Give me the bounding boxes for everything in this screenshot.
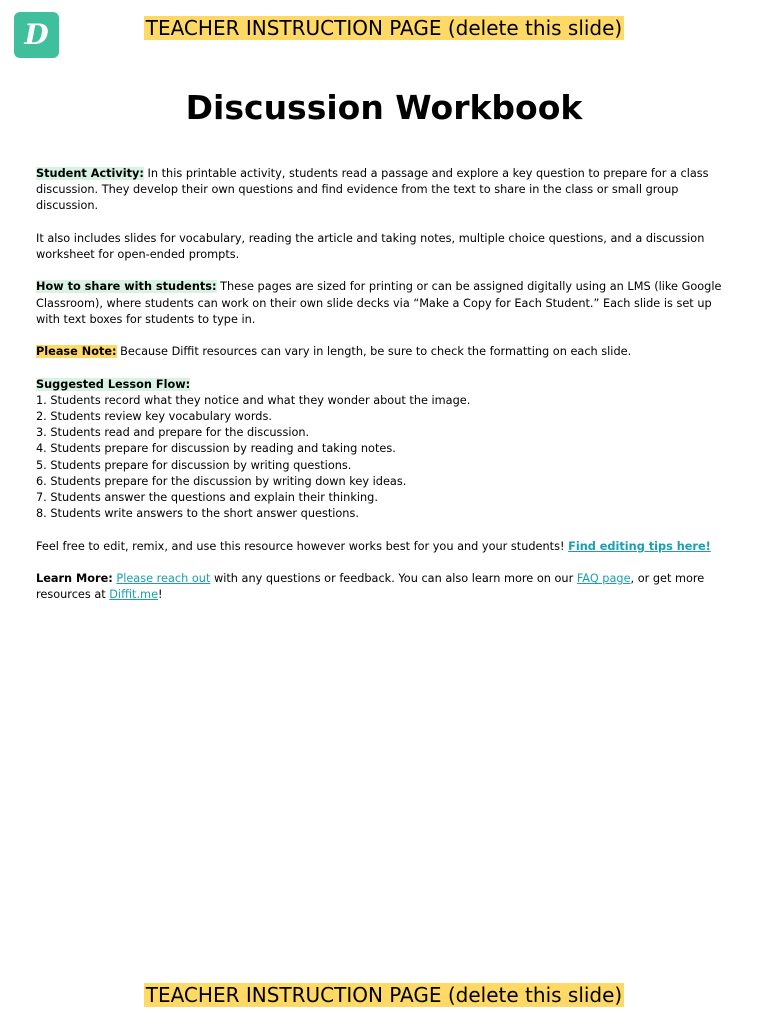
- please-note-text: Because Diffit resources can vary in length, be sure to check the formatting on each slide.: [116, 345, 632, 359]
- student-activity-text: In this printable activity, students read a passage and explore a key question to prepare for a class discussion. They develop their own questions and find evidence from the text to share in the class or small group discussion.: [36, 167, 709, 213]
- lesson-step: 4. Students prepare for discussion by reading and taking notes.: [36, 442, 396, 456]
- learn-more-paragraph: [36, 571, 728, 603]
- how-to-share-label: How to share with students:: [36, 280, 217, 294]
- how-to-share-paragraph: [36, 279, 728, 328]
- teacher-banner-bottom-text: TEACHER INSTRUCTION PAGE (delete this slide): [145, 983, 623, 1007]
- teacher-banner-top: [0, 16, 768, 40]
- please-note-label: Please Note:: [36, 345, 117, 359]
- diffit-me-link[interactable]: Diffit.me: [109, 588, 159, 602]
- lesson-step: 1. Students record what they notice and what they wonder about the image.: [36, 393, 471, 407]
- lesson-step: 7. Students answer the questions and explain their thinking.: [36, 491, 378, 504]
- lesson-flow-label: Suggested Lesson Flow:: [36, 377, 191, 391]
- learn-more-text-1: with any questions or feedback. You can also learn more on our: [210, 571, 577, 585]
- how-to-share-text: These pages are sized for printing or can be assigned digitally using an LMS (like Google Classroom), where students can work on their own slide decks via “Make a Copy for Each Student.” Each slide is set up with text boxes for students to type in.: [36, 280, 722, 326]
- lesson-step: 6. Students prepare for the discussion by writing down key ideas.: [36, 474, 407, 488]
- please-note-paragraph: [36, 344, 728, 360]
- learn-more-label: Learn More:: [36, 571, 113, 585]
- reach-out-link[interactable]: Please reach out: [116, 571, 211, 585]
- editing-tips-link[interactable]: Find editing tips here!: [568, 539, 711, 553]
- lesson-step: 8. Students write answers to the short answer questions.: [36, 507, 359, 521]
- page-title: Discussion Workbook: [185, 88, 583, 127]
- teacher-banner-bottom: [0, 983, 768, 1007]
- lesson-flow-section: [36, 377, 728, 523]
- feel-free-paragraph: [36, 539, 728, 555]
- teacher-banner-top-text: TEACHER INSTRUCTION PAGE (delete this slide): [145, 16, 623, 40]
- lesson-step: 2. Students review key vocabulary words.: [36, 409, 272, 423]
- student-activity-paragraph: [36, 166, 728, 215]
- lesson-step: 3. Students read and prepare for the discussion.: [36, 426, 310, 440]
- lesson-step: 5. Students prepare for discussion by writing questions.: [36, 458, 352, 472]
- instructions-body: [36, 166, 728, 620]
- faq-page-link[interactable]: FAQ page: [576, 571, 631, 585]
- learn-more-text-2: , or get more resources at: [36, 571, 705, 602]
- logo-letter: D: [24, 18, 49, 51]
- learn-more-text-3: !: [158, 588, 163, 602]
- also-includes-paragraph: It also includes slides for vocabulary, reading the article and taking notes, multiple choice questions, and a discussion worksheet for open-ended prompts.: [36, 231, 705, 261]
- lesson-flow-list: [36, 393, 728, 523]
- student-activity-label: Student Activity:: [36, 167, 144, 180]
- feel-free-text: Feel free to edit, remix, and use this resource however works best for you and your students!: [36, 539, 569, 553]
